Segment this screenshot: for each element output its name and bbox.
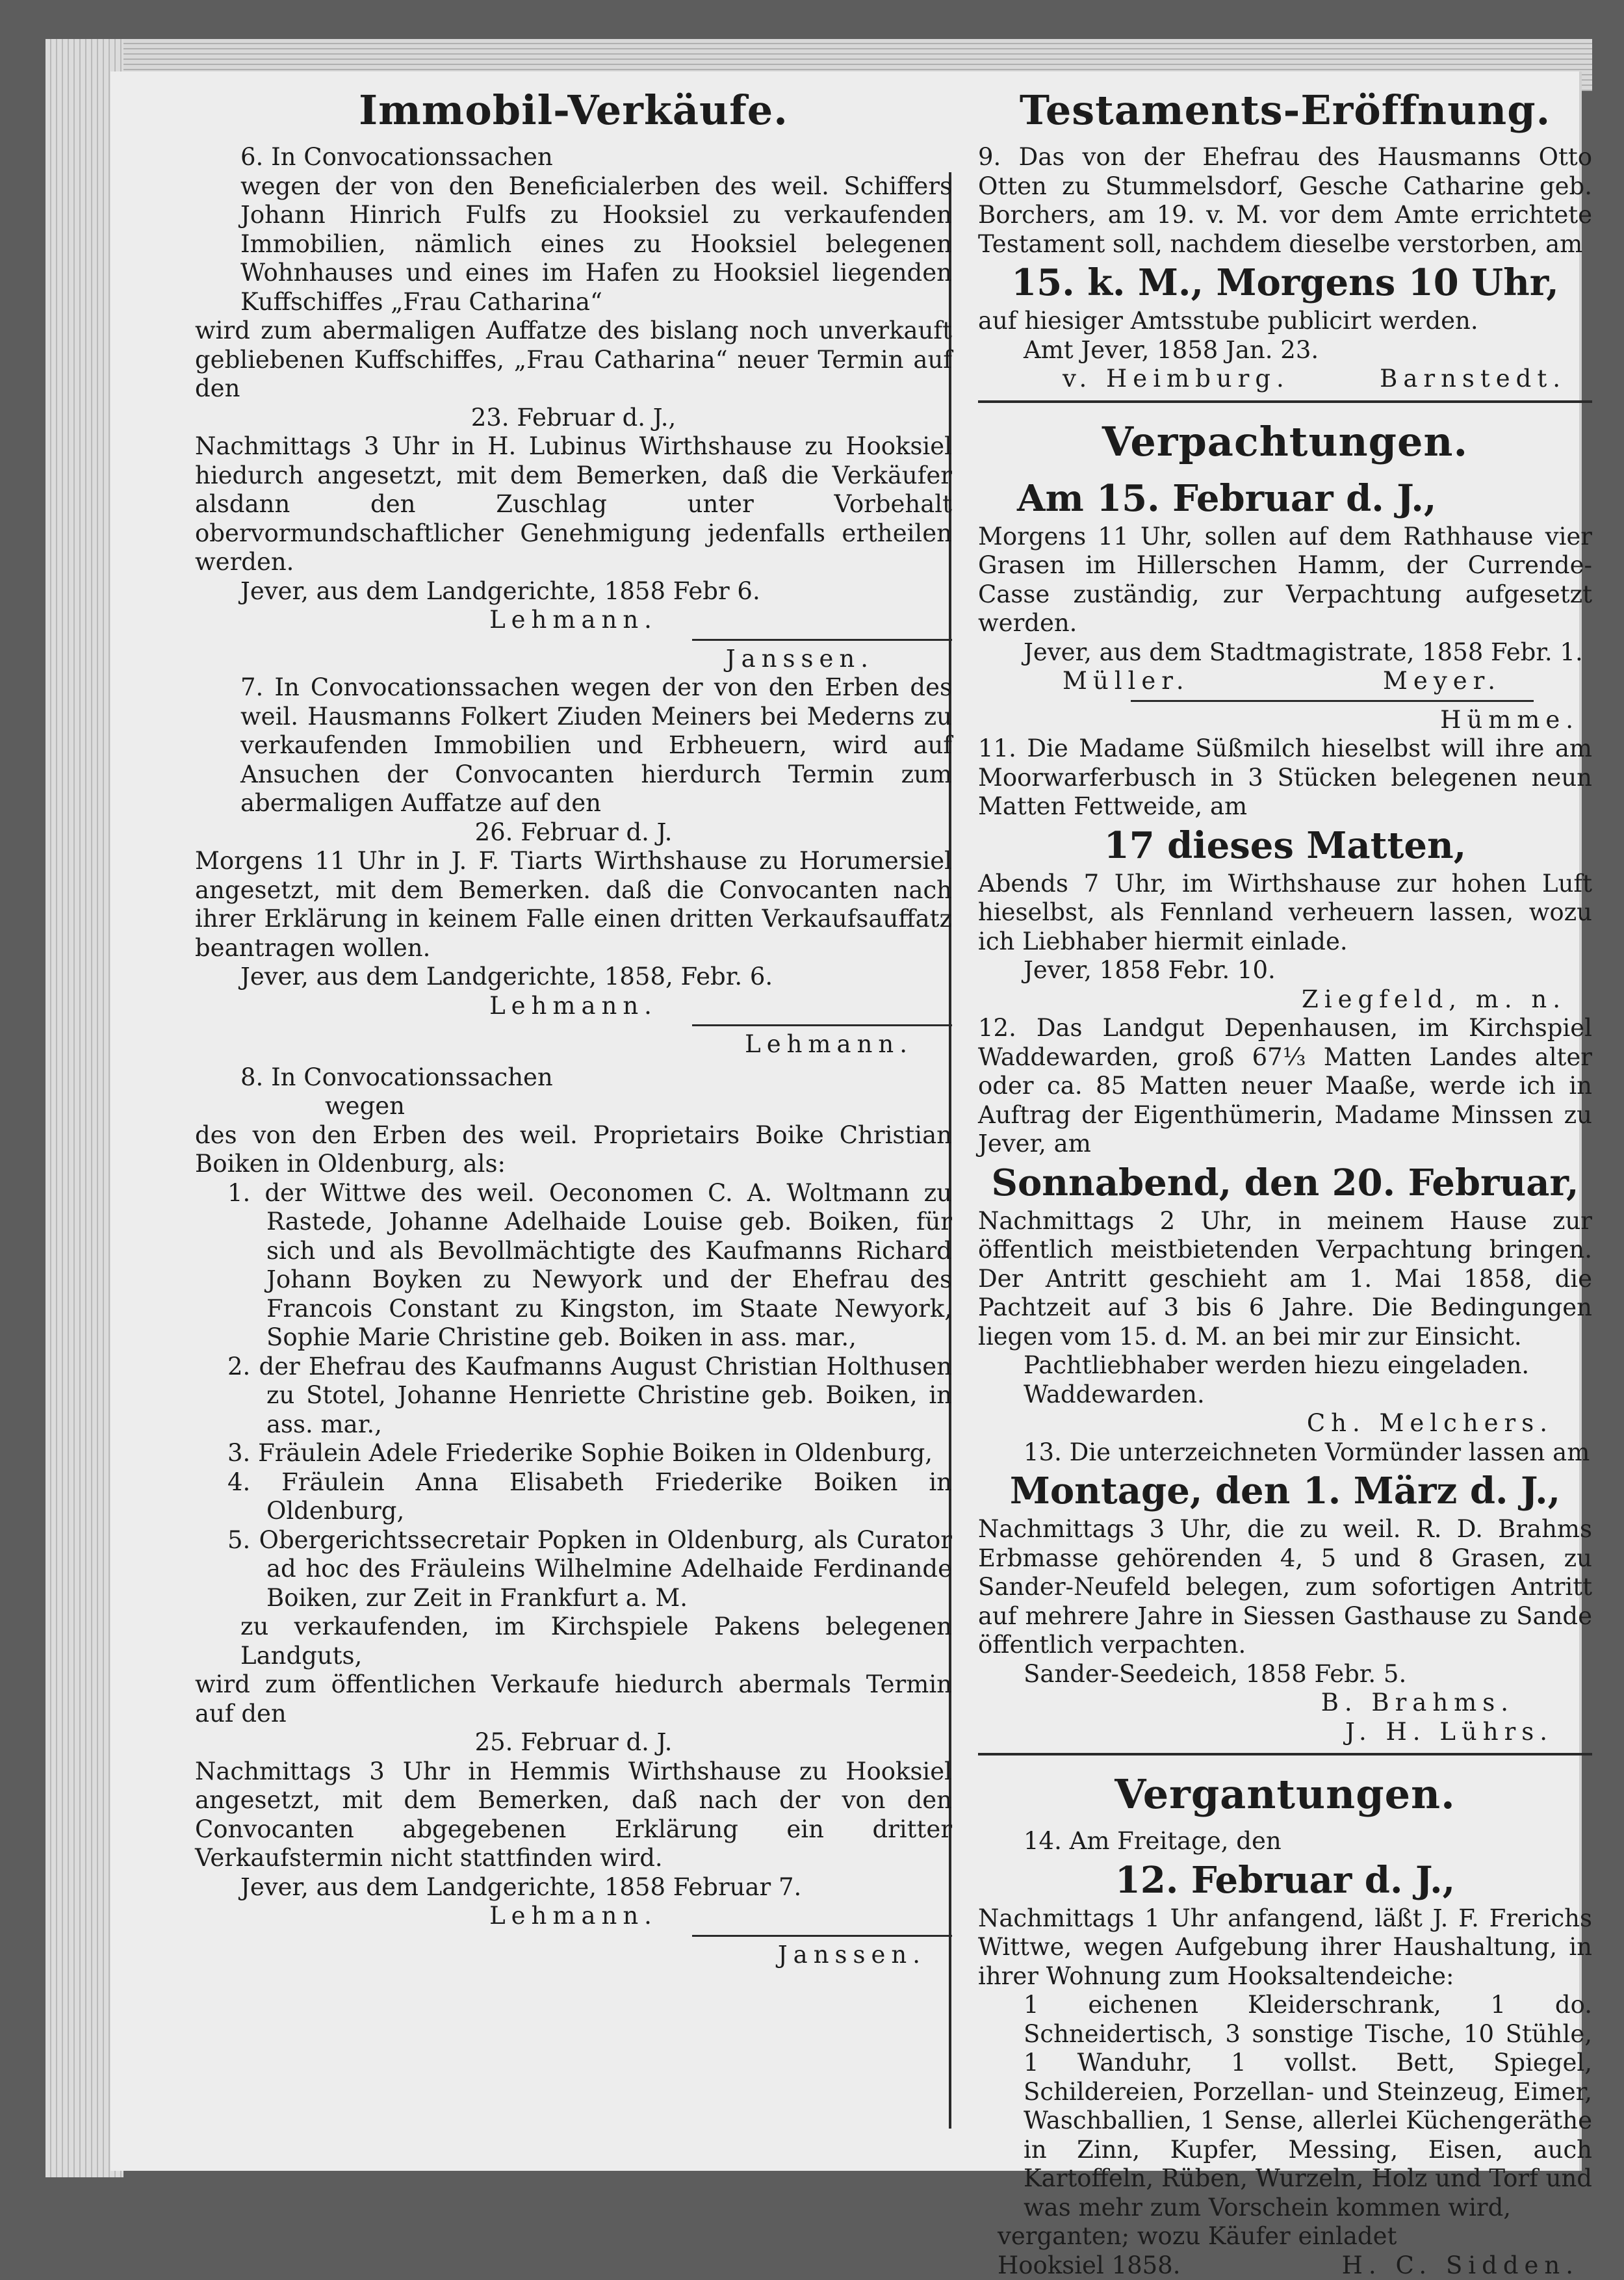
notice-6 bbox=[195, 143, 952, 673]
notice-10-body: Morgens 11 Uhr, sollen auf dem Rathhause vier Grasen im Hillerschen Hamm, der Currende-Casse zuständig, zur Verpachtung aufgesetzt werden. bbox=[978, 523, 1592, 638]
notice-6-signature-2: Janssen. bbox=[195, 645, 952, 674]
notice-8-signature-1: Lehmann. bbox=[195, 1902, 952, 1931]
notice-6-body: wird zum abermaligen Auffatze des bislang noch unverkauft gebliebenen Kuffschiffes, „Frau Catharina“ neuer Termin auf den bbox=[195, 317, 952, 404]
heading-vergantungen: Vergantungen. bbox=[978, 1762, 1592, 1827]
notice-8-date: 25. Februar d. J. bbox=[195, 1728, 952, 1757]
section-rule bbox=[978, 400, 1592, 403]
notice-7-date: 26. Februar d. J. bbox=[195, 818, 952, 848]
notice-14-footer bbox=[978, 2251, 1592, 2280]
notice-9-signature-2: Barnstedt. bbox=[1380, 365, 1566, 394]
notice-7-signature-1: Lehmann. bbox=[195, 992, 952, 1021]
notice-8-heir-3: 3. Fräulein Adele Friederike Sophie Boiken in Oldenburg, bbox=[195, 1439, 952, 1468]
notice-14 bbox=[978, 1827, 1592, 2280]
notice-6-signature-1: Lehmann. bbox=[195, 606, 952, 635]
notice-6-subject: wegen der von den Beneficialerben des weil. Schiffers Johann Hinrich Fulfs zu Hooksiel zu verkaufenden Immobilien, nämlich eines zu Hooksiel belegenen Wohnhauses und eines im Hafen zu Hooksiel liegenden Kuffschiffes „Frau Catharina“ bbox=[195, 172, 952, 317]
signature-rule bbox=[692, 1935, 952, 1937]
heading-testaments-eroeffnung: Testaments-Eröffnung. bbox=[978, 78, 1592, 143]
notice-6-body2: Nachmittags 3 Uhr in H. Lubinus Wirthshause zu Hooksiel hiedurch angesetzt, mit dem Bemerken, daß die Verkäufer alsdann den Zuschlag unter Vorbehalt obervormundschaftlicher Genehmigung jedenfalls ertheilen werden. bbox=[195, 432, 952, 577]
notice-10-place: Jever, aus dem Stadtmagistrate, 1858 Febr. 1. bbox=[978, 638, 1592, 667]
notice-8-body: des von den Erben des weil. Proprietairs Boike Christian Boiken in Oldenburg, als: bbox=[195, 1121, 952, 1179]
notice-8-place: Jever, aus dem Landgerichte, 1858 Februar 7. bbox=[195, 1873, 952, 1902]
notice-14-date: 12. Februar d. J., bbox=[978, 1856, 1592, 1904]
notice-11-body2: Abends 7 Uhr, im Wirthshause zur hohen Luft hieselbst, als Fennland verheuern lassen, wozu ich Liebhaber hiermit einlade. bbox=[978, 870, 1592, 957]
notice-13-place: Sander-Seedeich, 1858 Febr. 5. bbox=[978, 1660, 1592, 1689]
notice-12-date: Sonnabend, den 20. Februar, bbox=[978, 1159, 1592, 1207]
notice-8 bbox=[195, 1063, 952, 1970]
notice-9-signatures bbox=[978, 365, 1592, 394]
notice-10-signatures bbox=[978, 667, 1592, 696]
signature-rule bbox=[692, 1024, 952, 1026]
notice-12 bbox=[978, 1014, 1592, 1438]
notice-14-signature: H. C. Sidden. bbox=[1342, 2251, 1579, 2280]
notice-7-signature-2: Lehmann. bbox=[195, 1030, 952, 1059]
notice-12-body2: Nachmittags 2 Uhr, in meinem Hause zur öffentlich meistbietenden Verpachtung bringen. Der Antritt geschieht am 1. Mai 1858, die Pachtzeit auf 3 bis 6 Jahre. Die Bedingungen liegen vom 15. d. M. an bei mir zur Einsicht. bbox=[978, 1207, 1592, 1352]
notice-10-signature-1: Müller. bbox=[1063, 667, 1190, 696]
notice-8-tail: zu verkaufenden, im Kirchspiele Pakens belegenen Landguts, bbox=[195, 1613, 952, 1670]
notice-9-date: 15. k. M., Morgens 10 Uhr, bbox=[978, 259, 1592, 307]
notice-6-place: Jever, aus dem Landgerichte, 1858 Febr 6. bbox=[195, 577, 952, 606]
notice-13-signature-2: J. H. Lührs. bbox=[978, 1718, 1592, 1747]
notice-14-item-list: 1 eichenen Kleiderschrank, 1 do. Schneidertisch, 3 sonstige Tische, 10 Stühle, 1 Wanduhr, 1 vollst. Bett, Spiegel, Schildereien, Porzellan- und Steinzeug, Eimer, Waschballien, 1 Sense, allerlei Küchengeräthe in Zinn, Kupfer, Messing, Eisen, auch Kartoffeln, Rüben, Wurzeln, Holz und Torf und was mehr zum Vorschein kommen wird, bbox=[978, 1991, 1592, 2222]
notice-8-heir-2: 2. der Ehefrau des Kaufmanns August Christian Holthusen zu Stotel, Johanne Henriette Christine geb. Boiken, in ass. mar., bbox=[195, 1353, 952, 1440]
notice-12-signature: Ch. Melchers. bbox=[978, 1409, 1592, 1438]
notice-11-date: 17 dieses Matten, bbox=[978, 822, 1592, 870]
notice-14-tail: verganten; wozu Käufer einladet bbox=[978, 2222, 1592, 2251]
notice-8-wegen: wegen bbox=[195, 1092, 952, 1121]
notice-6-title: 6. In Convocationssachen bbox=[195, 143, 952, 172]
notice-8-heir-4: 4. Fräulein Anna Elisabeth Friederike Boiken in Oldenburg, bbox=[195, 1468, 952, 1526]
notice-8-title: 8. In Convocationssachen bbox=[195, 1063, 952, 1093]
signature-rule bbox=[692, 639, 952, 641]
notice-7 bbox=[195, 673, 952, 1059]
right-column bbox=[978, 78, 1592, 2280]
heading-immobil-verkaeufe: Immobil-Verkäufe. bbox=[195, 78, 952, 143]
notice-9-body: 9. Das von der Ehefrau des Hausmanns Otto Otten zu Stummelsdorf, Gesche Catharine geb. Borchers, am 19. v. M. vor dem Amte errichtete Testament soll, nachdem dieselbe verstorben, am bbox=[978, 143, 1592, 259]
notice-13-date: Montage, den 1. März d. J., bbox=[978, 1467, 1592, 1515]
notice-10-signature-2: Meyer. bbox=[1383, 667, 1501, 696]
notice-14-intro: 14. Am Freitage, den bbox=[978, 1827, 1592, 1856]
notice-7-body2: Morgens 11 Uhr in J. F. Tiarts Wirthshause zu Horumersiel angesetzt, mit dem Bemerken. daß die Convocanten nach ihrer Erklärung in keinem Falle einen dritten Verkaufsauffatz beantragen wollen. bbox=[195, 847, 952, 963]
notice-12-place: Waddewarden. bbox=[978, 1380, 1592, 1410]
notice-14-body: Nachmittags 1 Uhr anfangend, läßt J. F. Frerichs Wittwe, wegen Aufgebung ihrer Haushaltung, in ihrer Wohnung zum Hooksaltendeiche: bbox=[978, 1904, 1592, 1991]
notice-7-place: Jever, aus dem Landgerichte, 1858, Febr. 6. bbox=[195, 963, 952, 992]
notice-13 bbox=[978, 1438, 1592, 1747]
notice-8-body3: Nachmittags 3 Uhr in Hemmis Wirthshause zu Hooksiel angesetzt, mit dem Bemerken, daß nach der von den Convocanten abgegebenen Erklärung ein dritter Verkaufstermin nicht stattfinden wird. bbox=[195, 1757, 952, 1873]
notice-9-place: Amt Jever, 1858 Jan. 23. bbox=[978, 336, 1592, 365]
notice-11 bbox=[978, 734, 1592, 1014]
notice-9 bbox=[978, 143, 1592, 394]
notice-8-heir-1: 1. der Wittwe des weil. Oeconomen C. A. Woltmann zu Rastede, Johanne Adelhaide Louise geb. Boiken, für sich und als Bevollmächtigte des Kaufmanns Richard Johann Boyken zu Newyork und der Ehefrau des Francois Constant zu Kingston, im Staate Newyork, Sophie Marie Christine geb. Boiken in ass. mar., bbox=[195, 1179, 952, 1353]
heading-verpachtungen: Verpachtungen. bbox=[978, 409, 1592, 474]
notice-14-place: Hooksiel 1858. bbox=[998, 2251, 1180, 2280]
notice-6-date: 23. Februar d. J., bbox=[195, 404, 952, 433]
notice-9-signature-1: v. Heimburg. bbox=[1063, 365, 1290, 394]
notice-11-body: 11. Die Madame Süßmilch hieselbst will ihre am Moorwarferbusch in 3 Stücken belegenen neun Matten Fettweide, am bbox=[978, 734, 1592, 822]
section-rule bbox=[978, 1753, 1592, 1755]
notice-11-signature: Ziegfeld, m. n. bbox=[978, 985, 1592, 1015]
notice-13-body: 13. Die unterzeichneten Vormünder lassen am bbox=[978, 1438, 1592, 1468]
notice-10-signature-3: Hümme. bbox=[978, 706, 1592, 735]
notice-12-body: 12. Das Landgut Depenhausen, im Kirchspiel Waddewarden, groß 67⅓ Matten Landes alter oder ca. 85 Matten neuer Maaße, werde ich in Auftrag der Eigenthümerin, Madame Minssen zu Jever, am bbox=[978, 1014, 1592, 1159]
notice-10 bbox=[978, 474, 1592, 735]
notice-11-place: Jever, 1858 Febr. 10. bbox=[978, 956, 1592, 985]
notice-8-signature-2: Janssen. bbox=[195, 1941, 952, 1970]
notice-7-body: 7. In Convocationssachen wegen der von den Erben des weil. Hausmanns Folkert Ziuden Meiners bei Mederns zu verkaufenden Immobilien und Erbheuern, wird auf Ansuchen der Convocanten hierdurch Termin zum abermaligen Auffatze auf den bbox=[195, 673, 952, 818]
notice-8-heir-5: 5. Obergerichtssecretair Popken in Oldenburg, als Curator ad hoc des Fräuleins Wilhelmine Adelhaide Ferdinande Boiken, zur Zeit in Frankfurt a. M. bbox=[195, 1526, 952, 1613]
signature-rule bbox=[1131, 700, 1534, 702]
notice-8-body2: wird zum öffentlichen Verkaufe hiedurch abermals Termin auf den bbox=[195, 1670, 952, 1728]
notice-12-invite: Pachtliebhaber werden hiezu eingeladen. bbox=[978, 1351, 1592, 1380]
notice-9-body2: auf hiesiger Amtsstube publicirt werden. bbox=[978, 307, 1592, 336]
notice-10-date: Am 15. Februar d. J., bbox=[978, 474, 1592, 523]
notice-13-body2: Nachmittags 3 Uhr, die zu weil. R. D. Brahms Erbmasse gehörenden 4, 5 und 8 Grasen, zu Sander-Neufeld belegen, zum sofortigen Antritt auf mehrere Jahre in Siessen Gasthause zu Sande öffentlich verpachten. bbox=[978, 1515, 1592, 1660]
left-column bbox=[195, 78, 952, 1969]
notice-13-signature-1: B. Brahms. bbox=[978, 1689, 1592, 1718]
